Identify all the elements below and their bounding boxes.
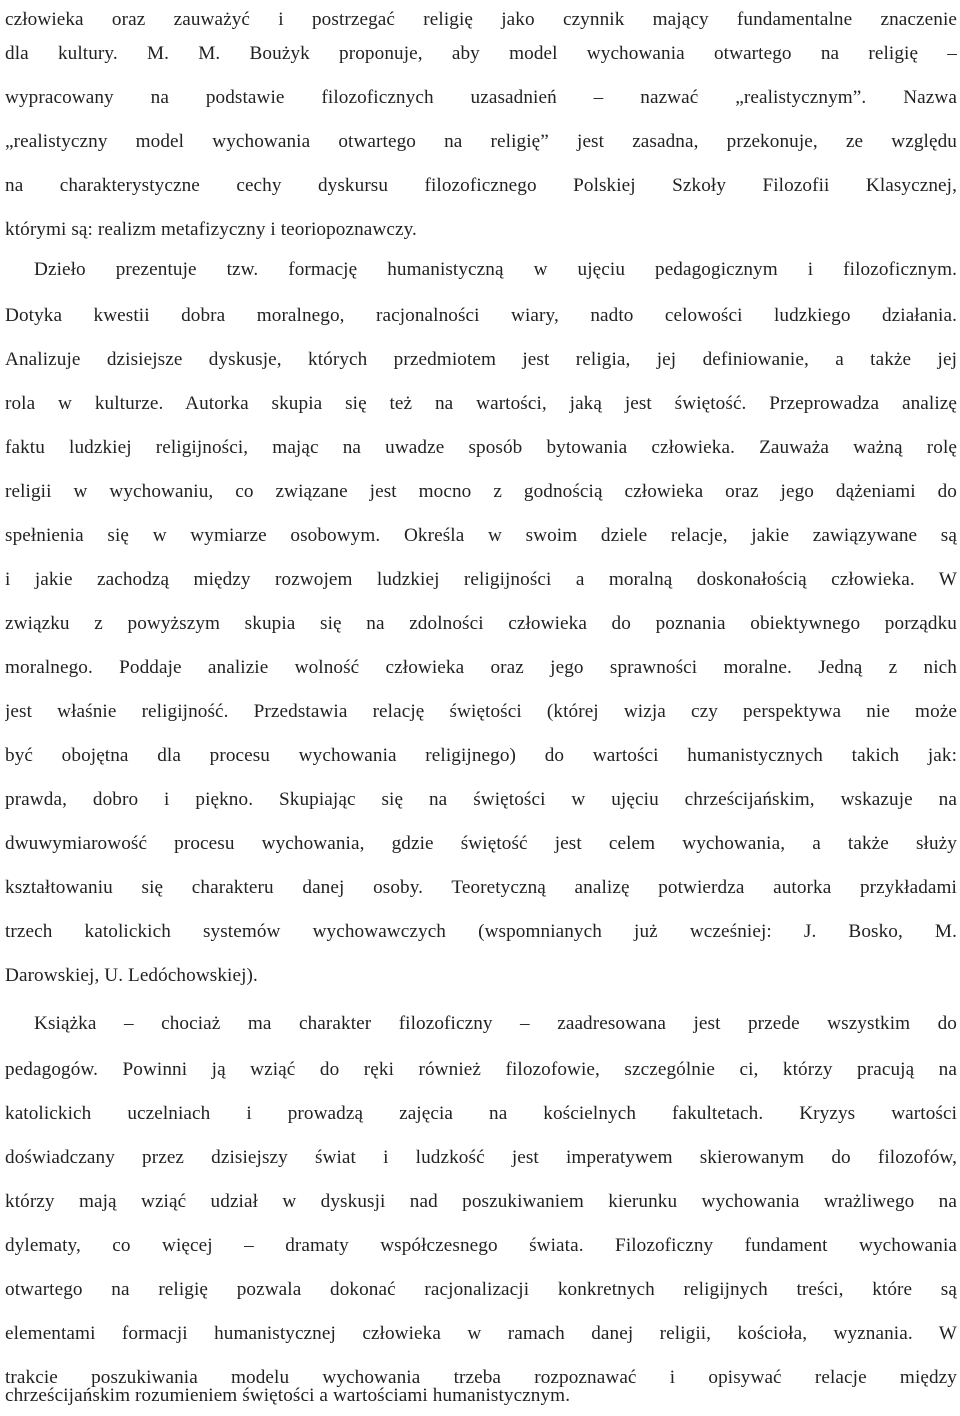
text-line: Darowskiej, U. Ledóchowskiej). (5, 965, 258, 986)
text-line: dla kultury. M. M. Boużyk proponuje, aby model wychowania otwartego na religię – (5, 43, 957, 64)
text-line: być obojętna dla procesu wychowania religijnego) do wartości humanistycznych takich jak: (5, 745, 957, 766)
text-line: na charakterystyczne cechy dyskursu filozoficznego Polskiej Szkoły Filozofii Klasycznej, (5, 175, 957, 196)
text-line: faktu ludzkiej religijności, mając na uwadze sposób bytowania człowieka. Zauważa ważną rolę (5, 437, 957, 458)
paragraph-start-line: Książka – chociaż ma charakter filozoficzny – zaadresowana jest przede wszystkim do (34, 1013, 957, 1034)
text-line: pedagogów. Powinni ją wziąć do ręki również filozofowie, szczególnie ci, którzy pracują na (5, 1059, 957, 1080)
text-line: którymi są: realizm metafizyczny i teoriopoznawczy. (5, 219, 417, 240)
text-line: jest właśnie religijność. Przedstawia relację świętości (której wizja czy perspektywa nie może (5, 701, 957, 722)
text-line: dylematy, co więcej – dramaty współczesnego świata. Filozoficzny fundament wychowania (5, 1235, 957, 1256)
text-line: kształtowaniu się charakteru danej osoby. Teoretyczną analizę potwierdza autorka przykładami (5, 877, 957, 898)
text-line: dwuwymiarowość procesu wychowania, gdzie świętość jest celem wychowania, a także służy (5, 833, 957, 854)
text-line: trakcie poszukiwania modelu wychowania trzeba rozpoznawać i opisywać relacje między (5, 1367, 957, 1388)
text-line: moralnego. Poddaje analizie wolność człowieka oraz jego sprawności moralne. Jedną z nich (5, 657, 957, 678)
text-line: spełnienia się w wymiarze osobowym. Określa w swoim dziele relacje, jakie zawiązywane są (5, 525, 957, 546)
text-line: i jakie zachodzą między rozwojem ludzkiej religijności a moralną doskonałością człowieka. W (5, 569, 957, 590)
text-line: trzech katolickich systemów wychowawczych (wspomnianych już wcześniej: J. Bosko, M. (5, 921, 957, 942)
text-line: doświadczany przez dzisiejszy świat i ludzkość jest imperatywem skierowanym do filozofów, (5, 1147, 957, 1168)
text-line: rola w kulturze. Autorka skupia się też na wartości, jaką jest świętość. Przeprowadza analizę (5, 393, 957, 414)
text-line: człowieka oraz zauważyć i postrzegać religię jako czynnik mający fundamentalne znaczenie (5, 9, 957, 30)
text-line: wypracowany na podstawie filozoficznych uzasadnień – nazwać „realistycznym”. Nazwa (5, 87, 957, 108)
text-line: prawda, dobro i piękno. Skupiając się na świętości w ujęciu chrześcijańskim, wskazuje na (5, 789, 957, 810)
text-line: związku z powyższym skupia się na zdolności człowieka do poznania obiektywnego porządku (5, 613, 957, 634)
text-line: Analizuje dzisiejsze dyskusje, których przedmiotem jest religia, jej definiowanie, a także jej (5, 349, 957, 370)
paragraph-start-line: Dzieło prezentuje tzw. formację humanistyczną w ujęciu pedagogicznym i filozoficznym. (34, 259, 957, 280)
text-line: „realistyczny model wychowania otwartego na religię” jest zasadna, przekonuje, ze względu (5, 131, 957, 152)
text-line: elementami formacji humanistycznej człowieka w ramach danej religii, kościoła, wyznania. W (5, 1323, 957, 1344)
text-line: katolickich uczelniach i prowadzą zajęcia na kościelnych fakultetach. Kryzys wartości (5, 1103, 957, 1124)
text-line: chrześcijańskim rozumieniem świętości a wartościami humanistycznym. (5, 1385, 571, 1406)
text-line: religii w wychowaniu, co związane jest mocno z godnością człowieka oraz jego dążeniami do (5, 481, 957, 502)
text-line: otwartego na religię pozwala dokonać racjonalizacji konkretnych religijnych treści, które są (5, 1279, 957, 1300)
text-line: Dotyka kwestii dobra moralnego, racjonalności wiary, nadto celowości ludzkiego działania. (5, 305, 957, 326)
text-line: którzy mają wziąć udział w dyskusji nad poszukiwaniem kierunku wychowania wrażliwego na (5, 1191, 957, 1212)
